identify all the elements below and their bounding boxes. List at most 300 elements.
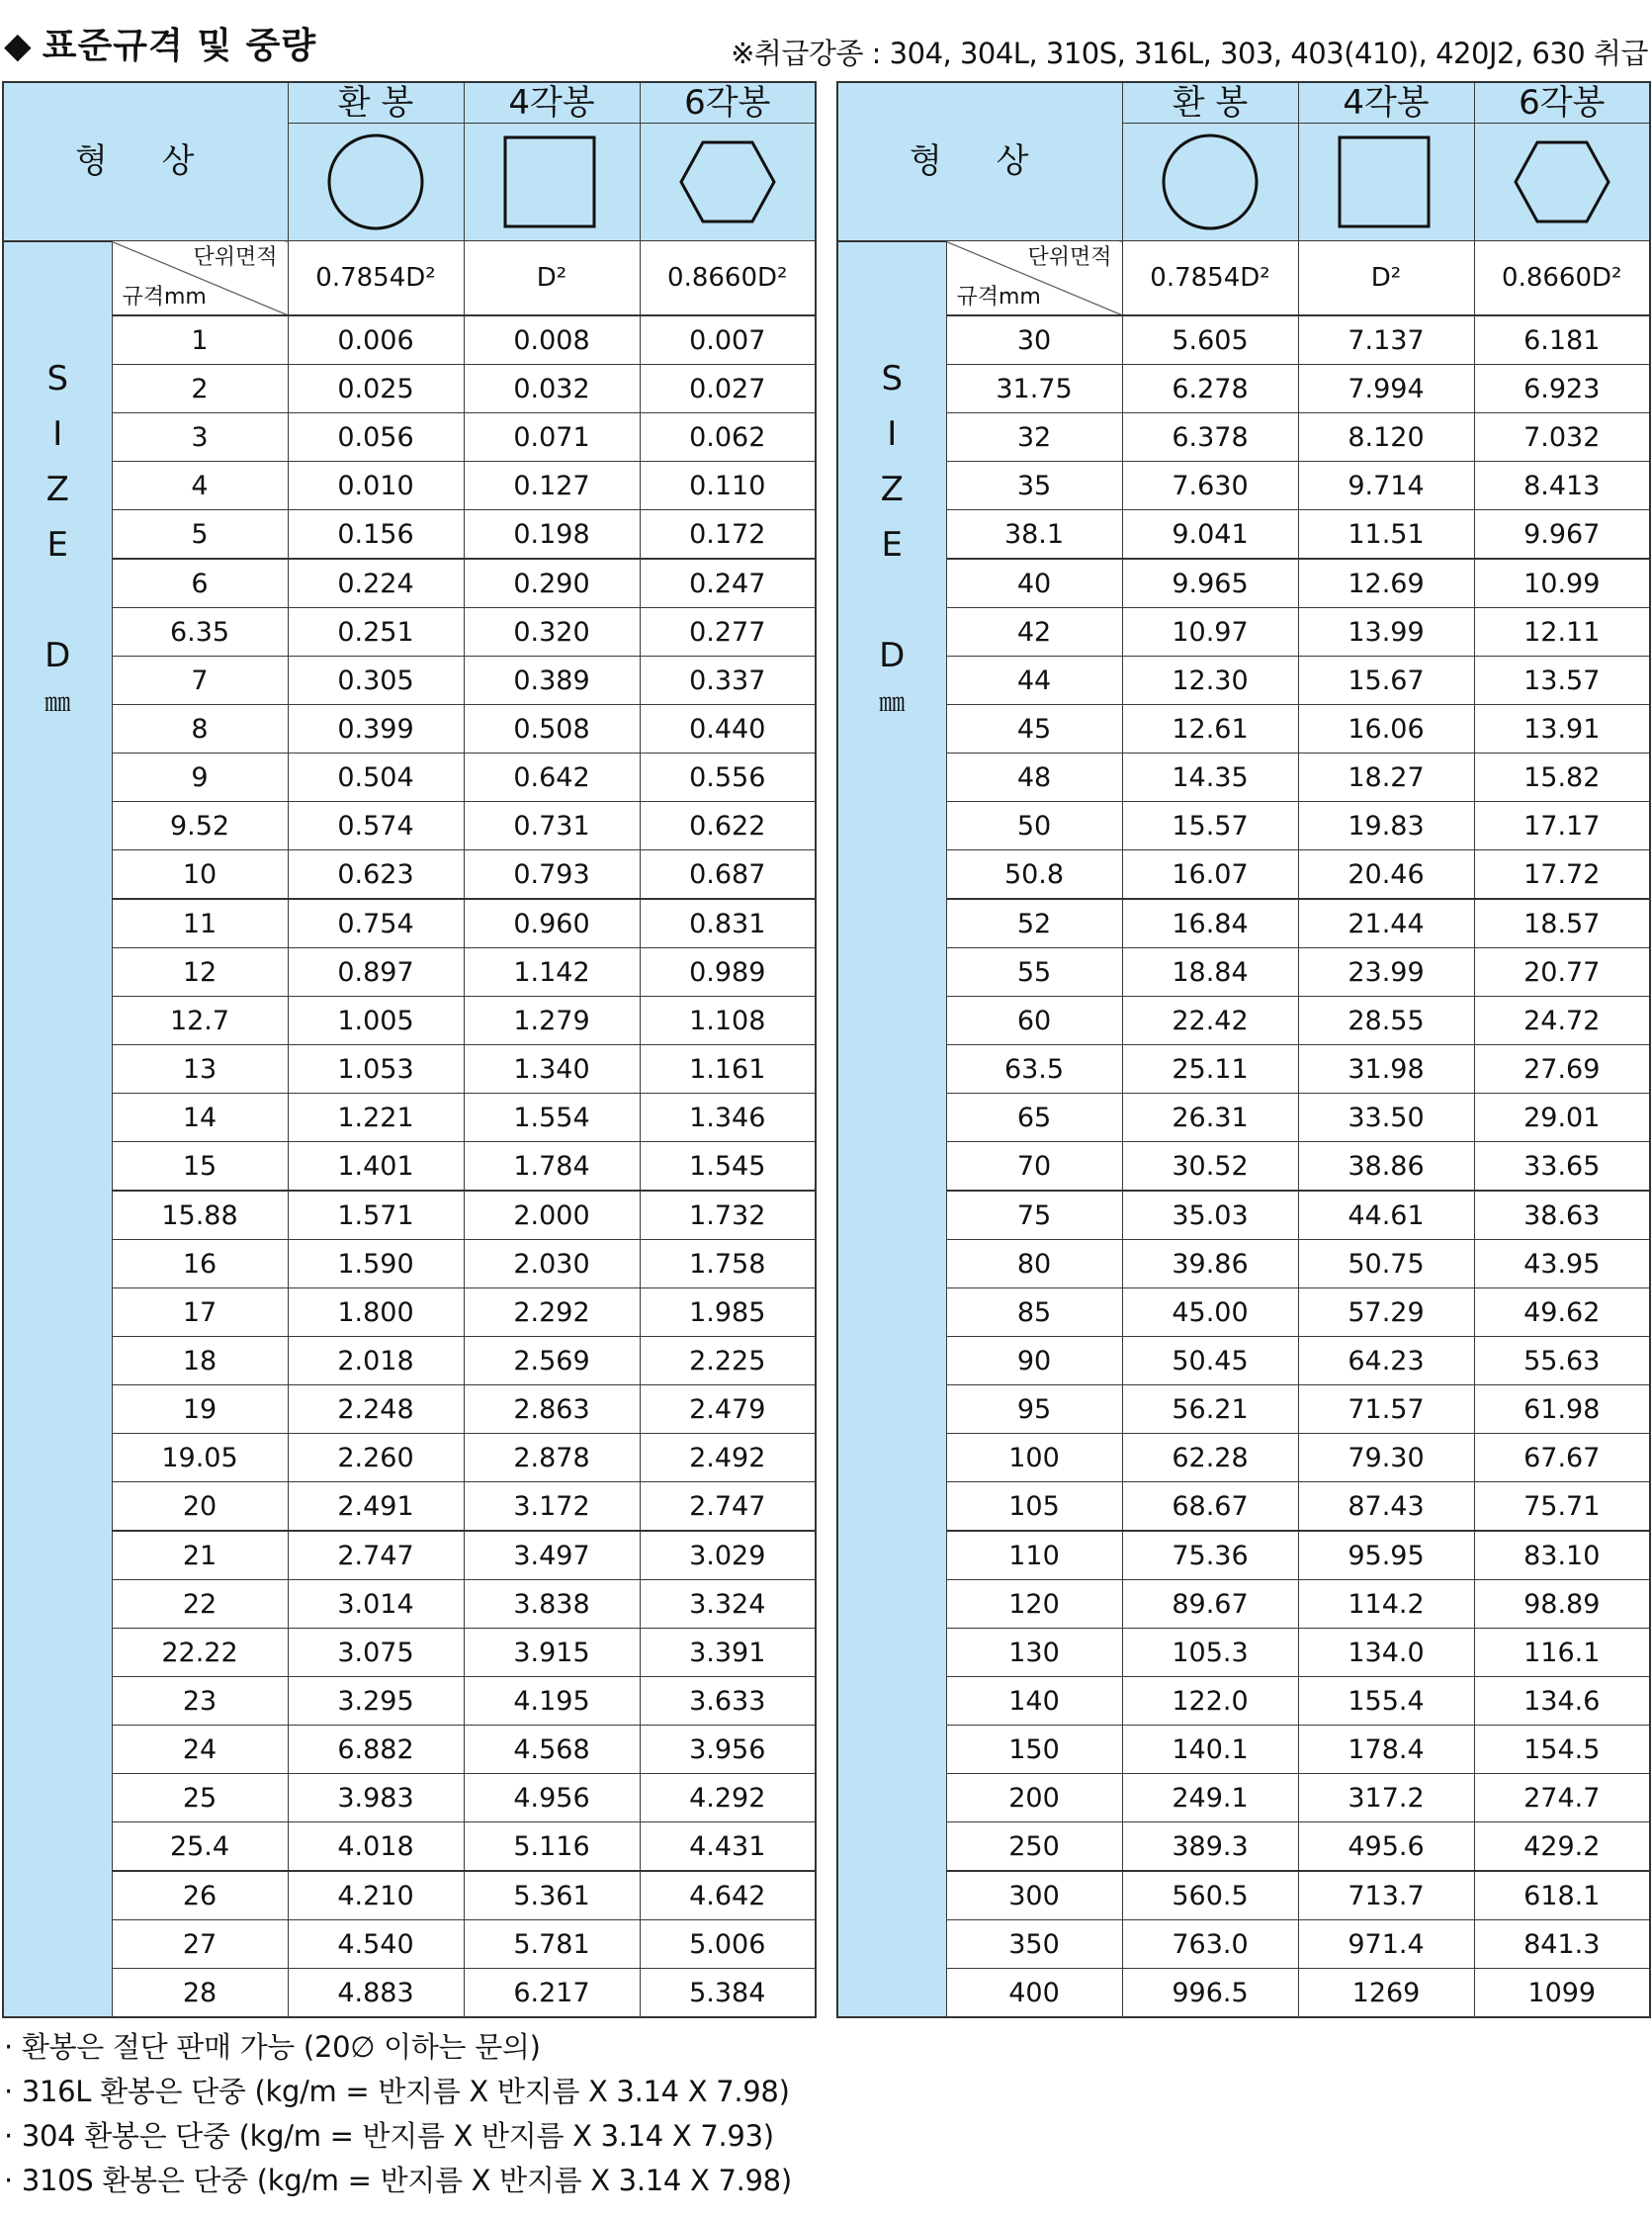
table-row xyxy=(837,705,1650,754)
size-cell: 22.22 xyxy=(112,1629,288,1677)
weight-cell: 1.346 xyxy=(640,1094,816,1142)
weight-cell: 1269 xyxy=(1298,1969,1474,2018)
weight-cell: 95.95 xyxy=(1298,1531,1474,1580)
size-cell: 52 xyxy=(946,899,1122,948)
weight-cell: 0.831 xyxy=(640,899,816,948)
size-cell: 95 xyxy=(946,1385,1122,1434)
table-row xyxy=(3,657,816,705)
weight-cell: 17.72 xyxy=(1474,850,1650,900)
table-row xyxy=(837,1240,1650,1288)
weight-cell: 12.11 xyxy=(1474,608,1650,657)
weight-cell: 17.17 xyxy=(1474,802,1650,850)
weight-cell: 56.21 xyxy=(1122,1385,1298,1434)
header-row xyxy=(837,82,1650,124)
weight-cell: 114.2 xyxy=(1298,1580,1474,1629)
notes xyxy=(4,2025,792,2203)
weight-cell: 1.005 xyxy=(288,997,464,1045)
table-row xyxy=(3,1385,816,1434)
size-cell: 27 xyxy=(112,1920,288,1969)
table-row xyxy=(3,705,816,754)
weight-cell: 0.622 xyxy=(640,802,816,850)
spec-table-right xyxy=(836,81,1651,2018)
weight-cell: 618.1 xyxy=(1474,1871,1650,1920)
weight-cell: 4.956 xyxy=(464,1774,640,1822)
hexagon-icon-cell xyxy=(640,124,816,241)
note-line: · 환봉은 절단 판매 가능 (20∅ 이하는 문의) xyxy=(4,2030,541,2064)
weight-cell: 5.605 xyxy=(1122,315,1298,365)
spec-table-left xyxy=(2,81,817,2018)
size-cell: 11 xyxy=(112,899,288,948)
column-header: 환 봉 xyxy=(1122,82,1298,124)
size-cell: 10 xyxy=(112,850,288,900)
formula-cell: 0.8660D² xyxy=(1474,241,1650,316)
title-text: 표준규격 및 중량 xyxy=(42,26,317,66)
table-row xyxy=(3,1142,816,1192)
weight-cell: 3.172 xyxy=(464,1482,640,1532)
weight-cell: 3.391 xyxy=(640,1629,816,1677)
table-row xyxy=(3,1677,816,1726)
spec-diagonal-cell xyxy=(112,241,288,316)
weight-cell: 4.568 xyxy=(464,1726,640,1774)
weight-cell: 3.497 xyxy=(464,1531,640,1580)
weight-cell: 8.413 xyxy=(1474,462,1650,510)
size-unit: ㎜ xyxy=(44,687,71,718)
table-row xyxy=(837,1726,1650,1774)
weight-cell: 1.554 xyxy=(464,1094,640,1142)
weight-cell: 3.029 xyxy=(640,1531,816,1580)
table-row xyxy=(837,1385,1650,1434)
table-row xyxy=(837,608,1650,657)
size-letter: Z xyxy=(880,469,904,509)
table-row xyxy=(3,1288,816,1337)
size-cell: 400 xyxy=(946,1969,1122,2018)
table-row xyxy=(837,997,1650,1045)
weight-cell: 0.337 xyxy=(640,657,816,705)
weight-cell: 10.99 xyxy=(1474,559,1650,608)
formula-cell: D² xyxy=(464,241,640,316)
size-label-stack xyxy=(44,351,70,723)
weight-cell: 1.758 xyxy=(640,1240,816,1288)
table-row xyxy=(837,1337,1650,1385)
weight-cell: 841.3 xyxy=(1474,1920,1650,1969)
weight-cell: 71.57 xyxy=(1298,1385,1474,1434)
table-row xyxy=(3,1191,816,1240)
weight-cell: 6.378 xyxy=(1122,413,1298,462)
weight-cell: 27.69 xyxy=(1474,1045,1650,1094)
weight-cell: 4.210 xyxy=(288,1871,464,1920)
table-row xyxy=(3,365,816,413)
weight-cell: 57.29 xyxy=(1298,1288,1474,1337)
weight-cell: 0.247 xyxy=(640,559,816,608)
size-cell: 105 xyxy=(946,1482,1122,1532)
size-cell: 17 xyxy=(112,1288,288,1337)
weight-cell: 0.010 xyxy=(288,462,464,510)
weight-cell: 2.492 xyxy=(640,1434,816,1482)
weight-cell: 4.292 xyxy=(640,1774,816,1822)
weight-cell: 87.43 xyxy=(1298,1482,1474,1532)
size-cell: 60 xyxy=(946,997,1122,1045)
weight-cell: 0.754 xyxy=(288,899,464,948)
formula-cell: 0.8660D² xyxy=(640,241,816,316)
size-cell: 200 xyxy=(946,1774,1122,1822)
weight-cell: 1099 xyxy=(1474,1969,1650,2018)
table-row xyxy=(837,1191,1650,1240)
size-label-stack xyxy=(879,351,905,723)
table-row xyxy=(837,1629,1650,1677)
table-row xyxy=(3,1871,816,1920)
weight-cell: 1.784 xyxy=(464,1142,640,1192)
table-row xyxy=(3,510,816,560)
weight-cell: 996.5 xyxy=(1122,1969,1298,2018)
weight-cell: 1.142 xyxy=(464,948,640,997)
size-cell: 50 xyxy=(946,802,1122,850)
weight-cell: 7.630 xyxy=(1122,462,1298,510)
weight-cell: 6.217 xyxy=(464,1969,640,2018)
weight-cell: 15.82 xyxy=(1474,754,1650,802)
weight-cell: 13.99 xyxy=(1298,608,1474,657)
weight-cell: 1.985 xyxy=(640,1288,816,1337)
weight-cell: 9.967 xyxy=(1474,510,1650,560)
circle-icon xyxy=(1161,133,1260,231)
weight-cell: 12.30 xyxy=(1122,657,1298,705)
weight-cell: 0.172 xyxy=(640,510,816,560)
weight-cell: 2.479 xyxy=(640,1385,816,1434)
weight-cell: 38.63 xyxy=(1474,1191,1650,1240)
weight-cell: 75.71 xyxy=(1474,1482,1650,1532)
weight-cell: 5.006 xyxy=(640,1920,816,1969)
size-cell: 7 xyxy=(112,657,288,705)
weight-cell: 116.1 xyxy=(1474,1629,1650,1677)
table-row xyxy=(3,462,816,510)
weight-cell: 33.65 xyxy=(1474,1142,1650,1192)
weight-cell: 9.965 xyxy=(1122,559,1298,608)
weight-cell: 14.35 xyxy=(1122,754,1298,802)
weight-cell: 75.36 xyxy=(1122,1531,1298,1580)
size-cell: 63.5 xyxy=(946,1045,1122,1094)
weight-cell: 1.053 xyxy=(288,1045,464,1094)
weight-cell: 49.62 xyxy=(1474,1288,1650,1337)
weight-cell: 3.915 xyxy=(464,1629,640,1677)
weight-cell: 43.95 xyxy=(1474,1240,1650,1288)
table-row xyxy=(3,997,816,1045)
weight-cell: 1.590 xyxy=(288,1240,464,1288)
diamond-bullet-icon: ◆ xyxy=(4,26,33,66)
size-cell: 130 xyxy=(946,1629,1122,1677)
table-row xyxy=(3,1774,816,1822)
weight-cell: 13.91 xyxy=(1474,705,1650,754)
weight-cell: 0.032 xyxy=(464,365,640,413)
weight-cell: 1.221 xyxy=(288,1094,464,1142)
weight-cell: 429.2 xyxy=(1474,1822,1650,1872)
weight-cell: 18.27 xyxy=(1298,754,1474,802)
weight-cell: 67.67 xyxy=(1474,1434,1650,1482)
size-label xyxy=(837,241,946,2018)
weight-cell: 0.224 xyxy=(288,559,464,608)
weight-cell: 0.110 xyxy=(640,462,816,510)
size-cell: 24 xyxy=(112,1726,288,1774)
column-header: 4각봉 xyxy=(464,82,640,124)
weight-cell: 1.800 xyxy=(288,1288,464,1337)
weight-cell: 38.86 xyxy=(1298,1142,1474,1192)
weight-cell: 26.31 xyxy=(1122,1094,1298,1142)
weight-cell: 713.7 xyxy=(1298,1871,1474,1920)
weight-cell: 2.248 xyxy=(288,1385,464,1434)
table-row xyxy=(837,1045,1650,1094)
weight-cell: 18.57 xyxy=(1474,899,1650,948)
weight-cell: 0.006 xyxy=(288,315,464,365)
size-cell: 16 xyxy=(112,1240,288,1288)
weight-cell: 0.305 xyxy=(288,657,464,705)
table-row xyxy=(837,1920,1650,1969)
size-cell: 35 xyxy=(946,462,1122,510)
weight-cell: 0.025 xyxy=(288,365,464,413)
size-cell: 4 xyxy=(112,462,288,510)
weight-cell: 12.69 xyxy=(1298,559,1474,608)
weight-cell: 23.99 xyxy=(1298,948,1474,997)
table-row xyxy=(3,1580,816,1629)
size-cell: 70 xyxy=(946,1142,1122,1192)
weight-cell: 1.571 xyxy=(288,1191,464,1240)
weight-cell: 122.0 xyxy=(1122,1677,1298,1726)
weight-cell: 5.116 xyxy=(464,1822,640,1872)
weight-cell: 178.4 xyxy=(1298,1726,1474,1774)
weight-cell: 2.018 xyxy=(288,1337,464,1385)
weight-cell: 2.260 xyxy=(288,1434,464,1482)
column-header: 6각봉 xyxy=(640,82,816,124)
weight-cell: 0.127 xyxy=(464,462,640,510)
weight-cell: 0.504 xyxy=(288,754,464,802)
weight-cell: 15.67 xyxy=(1298,657,1474,705)
size-cell: 50.8 xyxy=(946,850,1122,900)
size-cell: 19 xyxy=(112,1385,288,1434)
weight-cell: 79.30 xyxy=(1298,1434,1474,1482)
weight-cell: 0.007 xyxy=(640,315,816,365)
weight-cell: 0.290 xyxy=(464,559,640,608)
size-cell: 15 xyxy=(112,1142,288,1192)
size-cell: 12 xyxy=(112,948,288,997)
weight-cell: 16.84 xyxy=(1122,899,1298,948)
table-row xyxy=(3,1045,816,1094)
table-row xyxy=(3,315,816,365)
table-row xyxy=(837,1580,1650,1629)
weight-cell: 3.838 xyxy=(464,1580,640,1629)
weight-cell: 3.324 xyxy=(640,1580,816,1629)
weight-cell: 0.320 xyxy=(464,608,640,657)
weight-cell: 0.062 xyxy=(640,413,816,462)
table-row xyxy=(3,754,816,802)
weight-cell: 6.278 xyxy=(1122,365,1298,413)
size-cell: 120 xyxy=(946,1580,1122,1629)
table-row xyxy=(3,1822,816,1872)
size-cell: 26 xyxy=(112,1871,288,1920)
size-cell: 15.88 xyxy=(112,1191,288,1240)
weight-cell: 3.075 xyxy=(288,1629,464,1677)
size-cell: 250 xyxy=(946,1822,1122,1872)
shape-label: 형 상 xyxy=(837,82,1122,241)
weight-cell: 0.389 xyxy=(464,657,640,705)
weight-cell: 12.61 xyxy=(1122,705,1298,754)
grades-note: ※취급강종 : 304, 304L, 310S, 316L, 303, 403(410), 420J2, 630 취급 xyxy=(731,37,1648,70)
weight-cell: 0.989 xyxy=(640,948,816,997)
weight-cell: 68.67 xyxy=(1122,1482,1298,1532)
weight-cell: 2.491 xyxy=(288,1482,464,1532)
weight-cell: 9.714 xyxy=(1298,462,1474,510)
note-line: · 304 환봉은 단중 (kg/m = 반지름 X 반지름 X 3.14 X 7.93) xyxy=(4,2119,774,2153)
size-letter: I xyxy=(887,413,898,454)
size-cell: 80 xyxy=(946,1240,1122,1288)
weight-cell: 0.731 xyxy=(464,802,640,850)
table-row xyxy=(3,1629,816,1677)
square-icon xyxy=(1337,133,1435,231)
weight-cell: 389.3 xyxy=(1122,1822,1298,1872)
size-cell: 300 xyxy=(946,1871,1122,1920)
weight-cell: 155.4 xyxy=(1298,1677,1474,1726)
size-cell: 42 xyxy=(946,608,1122,657)
table-row xyxy=(837,1288,1650,1337)
weight-cell: 5.781 xyxy=(464,1920,640,1969)
column-header: 환 봉 xyxy=(288,82,464,124)
table-row xyxy=(837,899,1650,948)
table-row xyxy=(3,1482,816,1532)
spec-mm-label: 규격mm xyxy=(122,285,207,310)
column-header: 4각봉 xyxy=(1298,82,1474,124)
size-cell: 9.52 xyxy=(112,802,288,850)
size-cell: 48 xyxy=(946,754,1122,802)
table-row xyxy=(3,1434,816,1482)
table-row xyxy=(837,510,1650,560)
table-row xyxy=(3,1920,816,1969)
weight-cell: 0.508 xyxy=(464,705,640,754)
weight-cell: 20.46 xyxy=(1298,850,1474,900)
weight-cell: 0.574 xyxy=(288,802,464,850)
table-row xyxy=(837,365,1650,413)
size-cell: 9 xyxy=(112,754,288,802)
weight-cell: 8.120 xyxy=(1298,413,1474,462)
size-cell: 14 xyxy=(112,1094,288,1142)
size-cell: 22 xyxy=(112,1580,288,1629)
weight-cell: 0.687 xyxy=(640,850,816,900)
weight-cell: 6.882 xyxy=(288,1726,464,1774)
size-cell: 1 xyxy=(112,315,288,365)
size-cell: 40 xyxy=(946,559,1122,608)
formula-row xyxy=(3,241,816,316)
weight-cell: 25.11 xyxy=(1122,1045,1298,1094)
weight-cell: 2.030 xyxy=(464,1240,640,1288)
table-row xyxy=(3,559,816,608)
weight-cell: 317.2 xyxy=(1298,1774,1474,1822)
weight-cell: 763.0 xyxy=(1122,1920,1298,1969)
weight-cell: 6.923 xyxy=(1474,365,1650,413)
weight-cell: 274.7 xyxy=(1474,1774,1650,1822)
weight-cell: 64.23 xyxy=(1298,1337,1474,1385)
size-cell: 140 xyxy=(946,1677,1122,1726)
table-row xyxy=(3,608,816,657)
unit-area-label: 단위면적 xyxy=(193,245,278,270)
size-cell: 90 xyxy=(946,1337,1122,1385)
weight-cell: 61.98 xyxy=(1474,1385,1650,1434)
weight-cell: 0.277 xyxy=(640,608,816,657)
square-icon-cell xyxy=(464,124,640,241)
weight-cell: 0.897 xyxy=(288,948,464,997)
weight-cell: 7.994 xyxy=(1298,365,1474,413)
square-icon-cell xyxy=(1298,124,1474,241)
weight-cell: 3.295 xyxy=(288,1677,464,1726)
table-row xyxy=(3,1094,816,1142)
size-cell: 23 xyxy=(112,1677,288,1726)
weight-cell: 3.014 xyxy=(288,1580,464,1629)
size-cell: 3 xyxy=(112,413,288,462)
weight-cell: 13.57 xyxy=(1474,657,1650,705)
weight-cell: 16.07 xyxy=(1122,850,1298,900)
size-letter: S xyxy=(46,358,69,399)
weight-cell: 1.279 xyxy=(464,997,640,1045)
weight-cell: 50.75 xyxy=(1298,1240,1474,1288)
table-row xyxy=(3,899,816,948)
weight-cell: 7.032 xyxy=(1474,413,1650,462)
weight-cell: 11.51 xyxy=(1298,510,1474,560)
size-cell: 100 xyxy=(946,1434,1122,1482)
hexagon-icon xyxy=(678,133,777,231)
table-row xyxy=(837,413,1650,462)
weight-cell: 134.6 xyxy=(1474,1677,1650,1726)
weight-cell: 4.018 xyxy=(288,1822,464,1872)
weight-cell: 50.45 xyxy=(1122,1337,1298,1385)
column-header: 6각봉 xyxy=(1474,82,1650,124)
hexagon-icon-cell xyxy=(1474,124,1650,241)
weight-cell: 0.960 xyxy=(464,899,640,948)
weight-cell: 1.545 xyxy=(640,1142,816,1192)
weight-cell: 39.86 xyxy=(1122,1240,1298,1288)
weight-cell: 18.84 xyxy=(1122,948,1298,997)
table-row xyxy=(837,315,1650,365)
weight-cell: 495.6 xyxy=(1298,1822,1474,1872)
note-line: · 310S 환봉은 단중 (kg/m = 반지름 X 반지름 X 3.14 X 7.98) xyxy=(4,2164,792,2197)
formula-row xyxy=(837,241,1650,316)
weight-cell: 55.63 xyxy=(1474,1337,1650,1385)
page-title xyxy=(4,18,316,68)
size-cell: 6 xyxy=(112,559,288,608)
weight-cell: 30.52 xyxy=(1122,1142,1298,1192)
size-cell: 38.1 xyxy=(946,510,1122,560)
table-row xyxy=(837,1482,1650,1532)
circle-icon xyxy=(326,133,425,231)
size-cell: 21 xyxy=(112,1531,288,1580)
size-cell: 8 xyxy=(112,705,288,754)
weight-cell: 6.181 xyxy=(1474,315,1650,365)
square-icon xyxy=(502,133,601,231)
table-row xyxy=(837,462,1650,510)
table-row xyxy=(837,1094,1650,1142)
size-letter: D xyxy=(879,635,906,675)
size-cell: 55 xyxy=(946,948,1122,997)
shape-label: 형 상 xyxy=(3,82,288,241)
weight-cell: 62.28 xyxy=(1122,1434,1298,1482)
weight-cell: 1.161 xyxy=(640,1045,816,1094)
size-cell: 45 xyxy=(946,705,1122,754)
formula-cell: 0.7854D² xyxy=(1122,241,1298,316)
weight-cell: 5.361 xyxy=(464,1871,640,1920)
weight-cell: 98.89 xyxy=(1474,1580,1650,1629)
weight-cell: 2.747 xyxy=(288,1531,464,1580)
weight-cell: 4.195 xyxy=(464,1677,640,1726)
weight-cell: 22.42 xyxy=(1122,997,1298,1045)
size-cell: 85 xyxy=(946,1288,1122,1337)
weight-cell: 0.156 xyxy=(288,510,464,560)
size-cell: 32 xyxy=(946,413,1122,462)
weight-cell: 1.340 xyxy=(464,1045,640,1094)
weight-cell: 4.642 xyxy=(640,1871,816,1920)
weight-cell: 2.863 xyxy=(464,1385,640,1434)
